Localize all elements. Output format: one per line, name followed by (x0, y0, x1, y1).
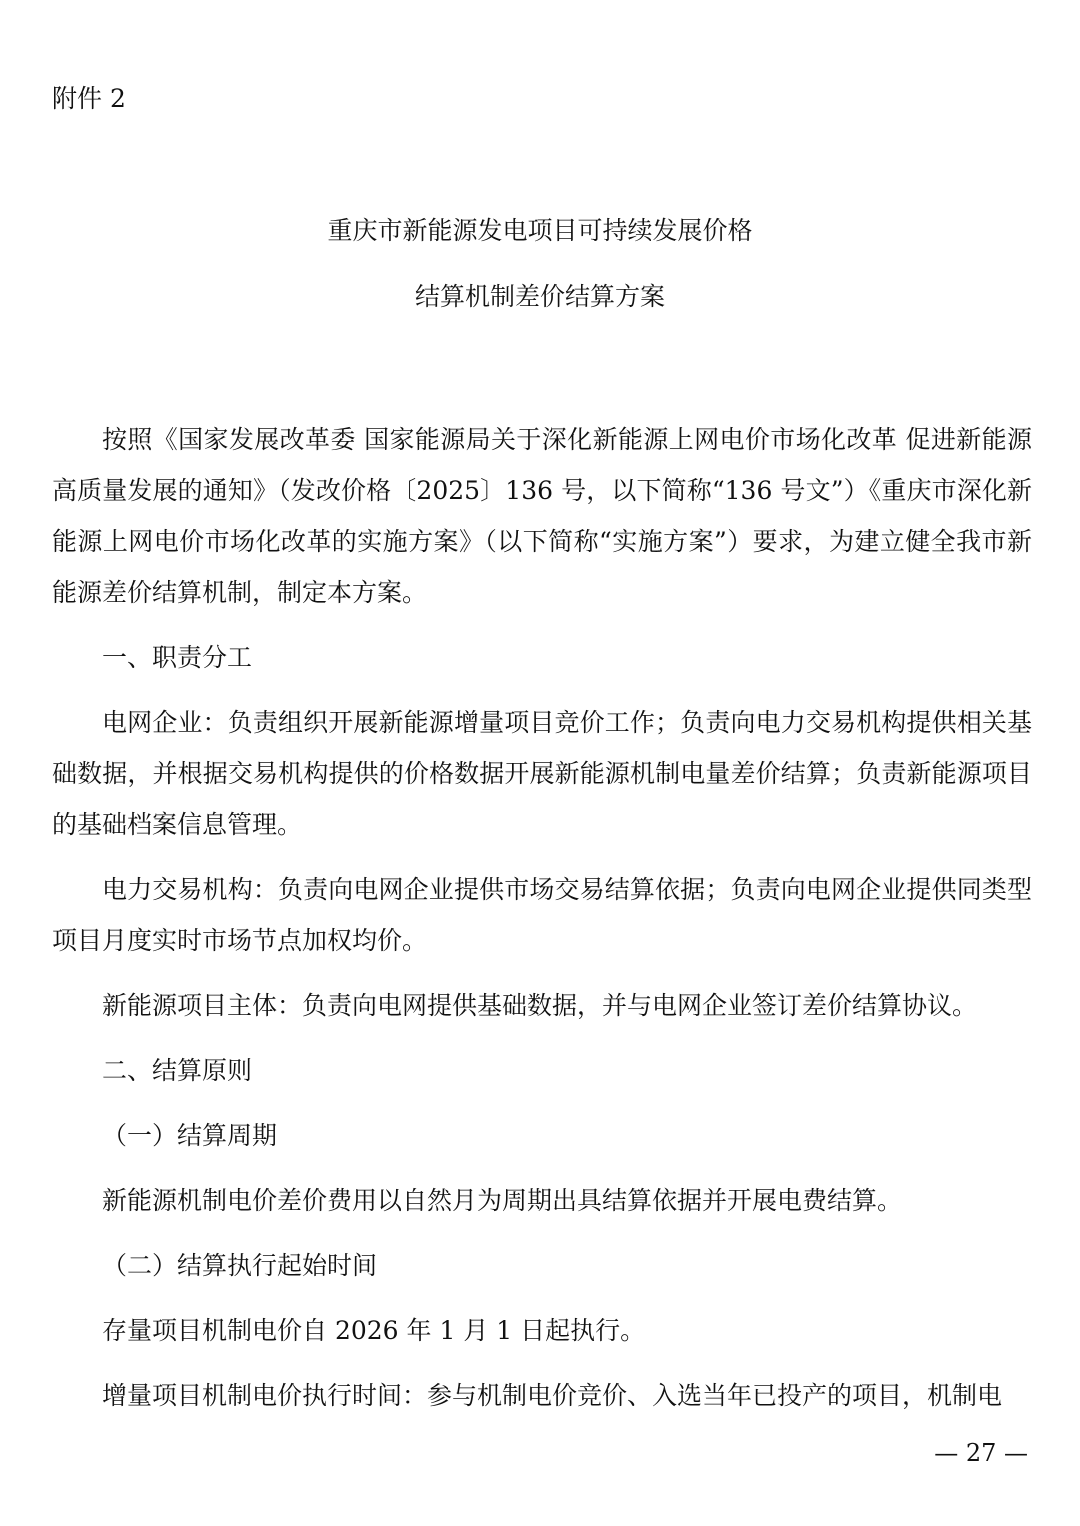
subsection-heading-period: （一）结算周期 (102, 1121, 278, 1150)
document-title-line-2: 结算机制差价结算方案 (414, 282, 665, 311)
section-heading-principles: 二、结算原则 (102, 1056, 253, 1085)
section-heading-responsibilities: 一、职责分工 (102, 643, 253, 672)
document-body (52, 414, 1032, 1421)
intro-paragraph: 按照《国家发展改革委 国家能源局关于深化新能源上网电价市场化改革 促进新能源高质量发展的通知》（发改价格〔2025〕136 号，以下简称“136 号文”）《重庆市深化新能源上网电价市场化改革的实施方案》（以下简称“实施方案”）要求，为建立健全我市新能源差价结算机制，制定本方案。 (52, 425, 1032, 607)
new-projects-paragraph: 增量项目机制电价执行时间：参与机制电价竞价、入选当年已投产的项目，机制电 (102, 1381, 1003, 1410)
period-paragraph: 新能源机制电价差价费用以自然月为周期出具结算依据并开展电费结算。 (102, 1186, 903, 1215)
grid-company-paragraph: 电网企业：负责组织开展新能源增量项目竞价工作；负责向电力交易机构提供相关基础数据，并根据交易机构提供的价格数据开展新能源机制电量差价结算；负责新能源项目的基础档案信息管理。 (52, 708, 1032, 839)
subsection-heading-start-time: （二）结算执行起始时间 (102, 1251, 378, 1280)
attachment-label: 附件 2 (52, 84, 126, 113)
page-number: — 27 — (934, 1439, 1028, 1467)
trading-agency-paragraph: 电力交易机构：负责向电网企业提供市场交易结算依据；负责向电网企业提供同类型项目月度实时市场节点加权均价。 (52, 875, 1032, 955)
project-entity-paragraph: 新能源项目主体：负责向电网提供基础数据，并与电网企业签订差价结算协议。 (102, 991, 978, 1020)
existing-projects-paragraph: 存量项目机制电价自 2026 年 1 月 1 日起执行。 (102, 1316, 646, 1345)
document-title-line-1: 重庆市新能源发电项目可持续发展价格 (327, 216, 753, 245)
